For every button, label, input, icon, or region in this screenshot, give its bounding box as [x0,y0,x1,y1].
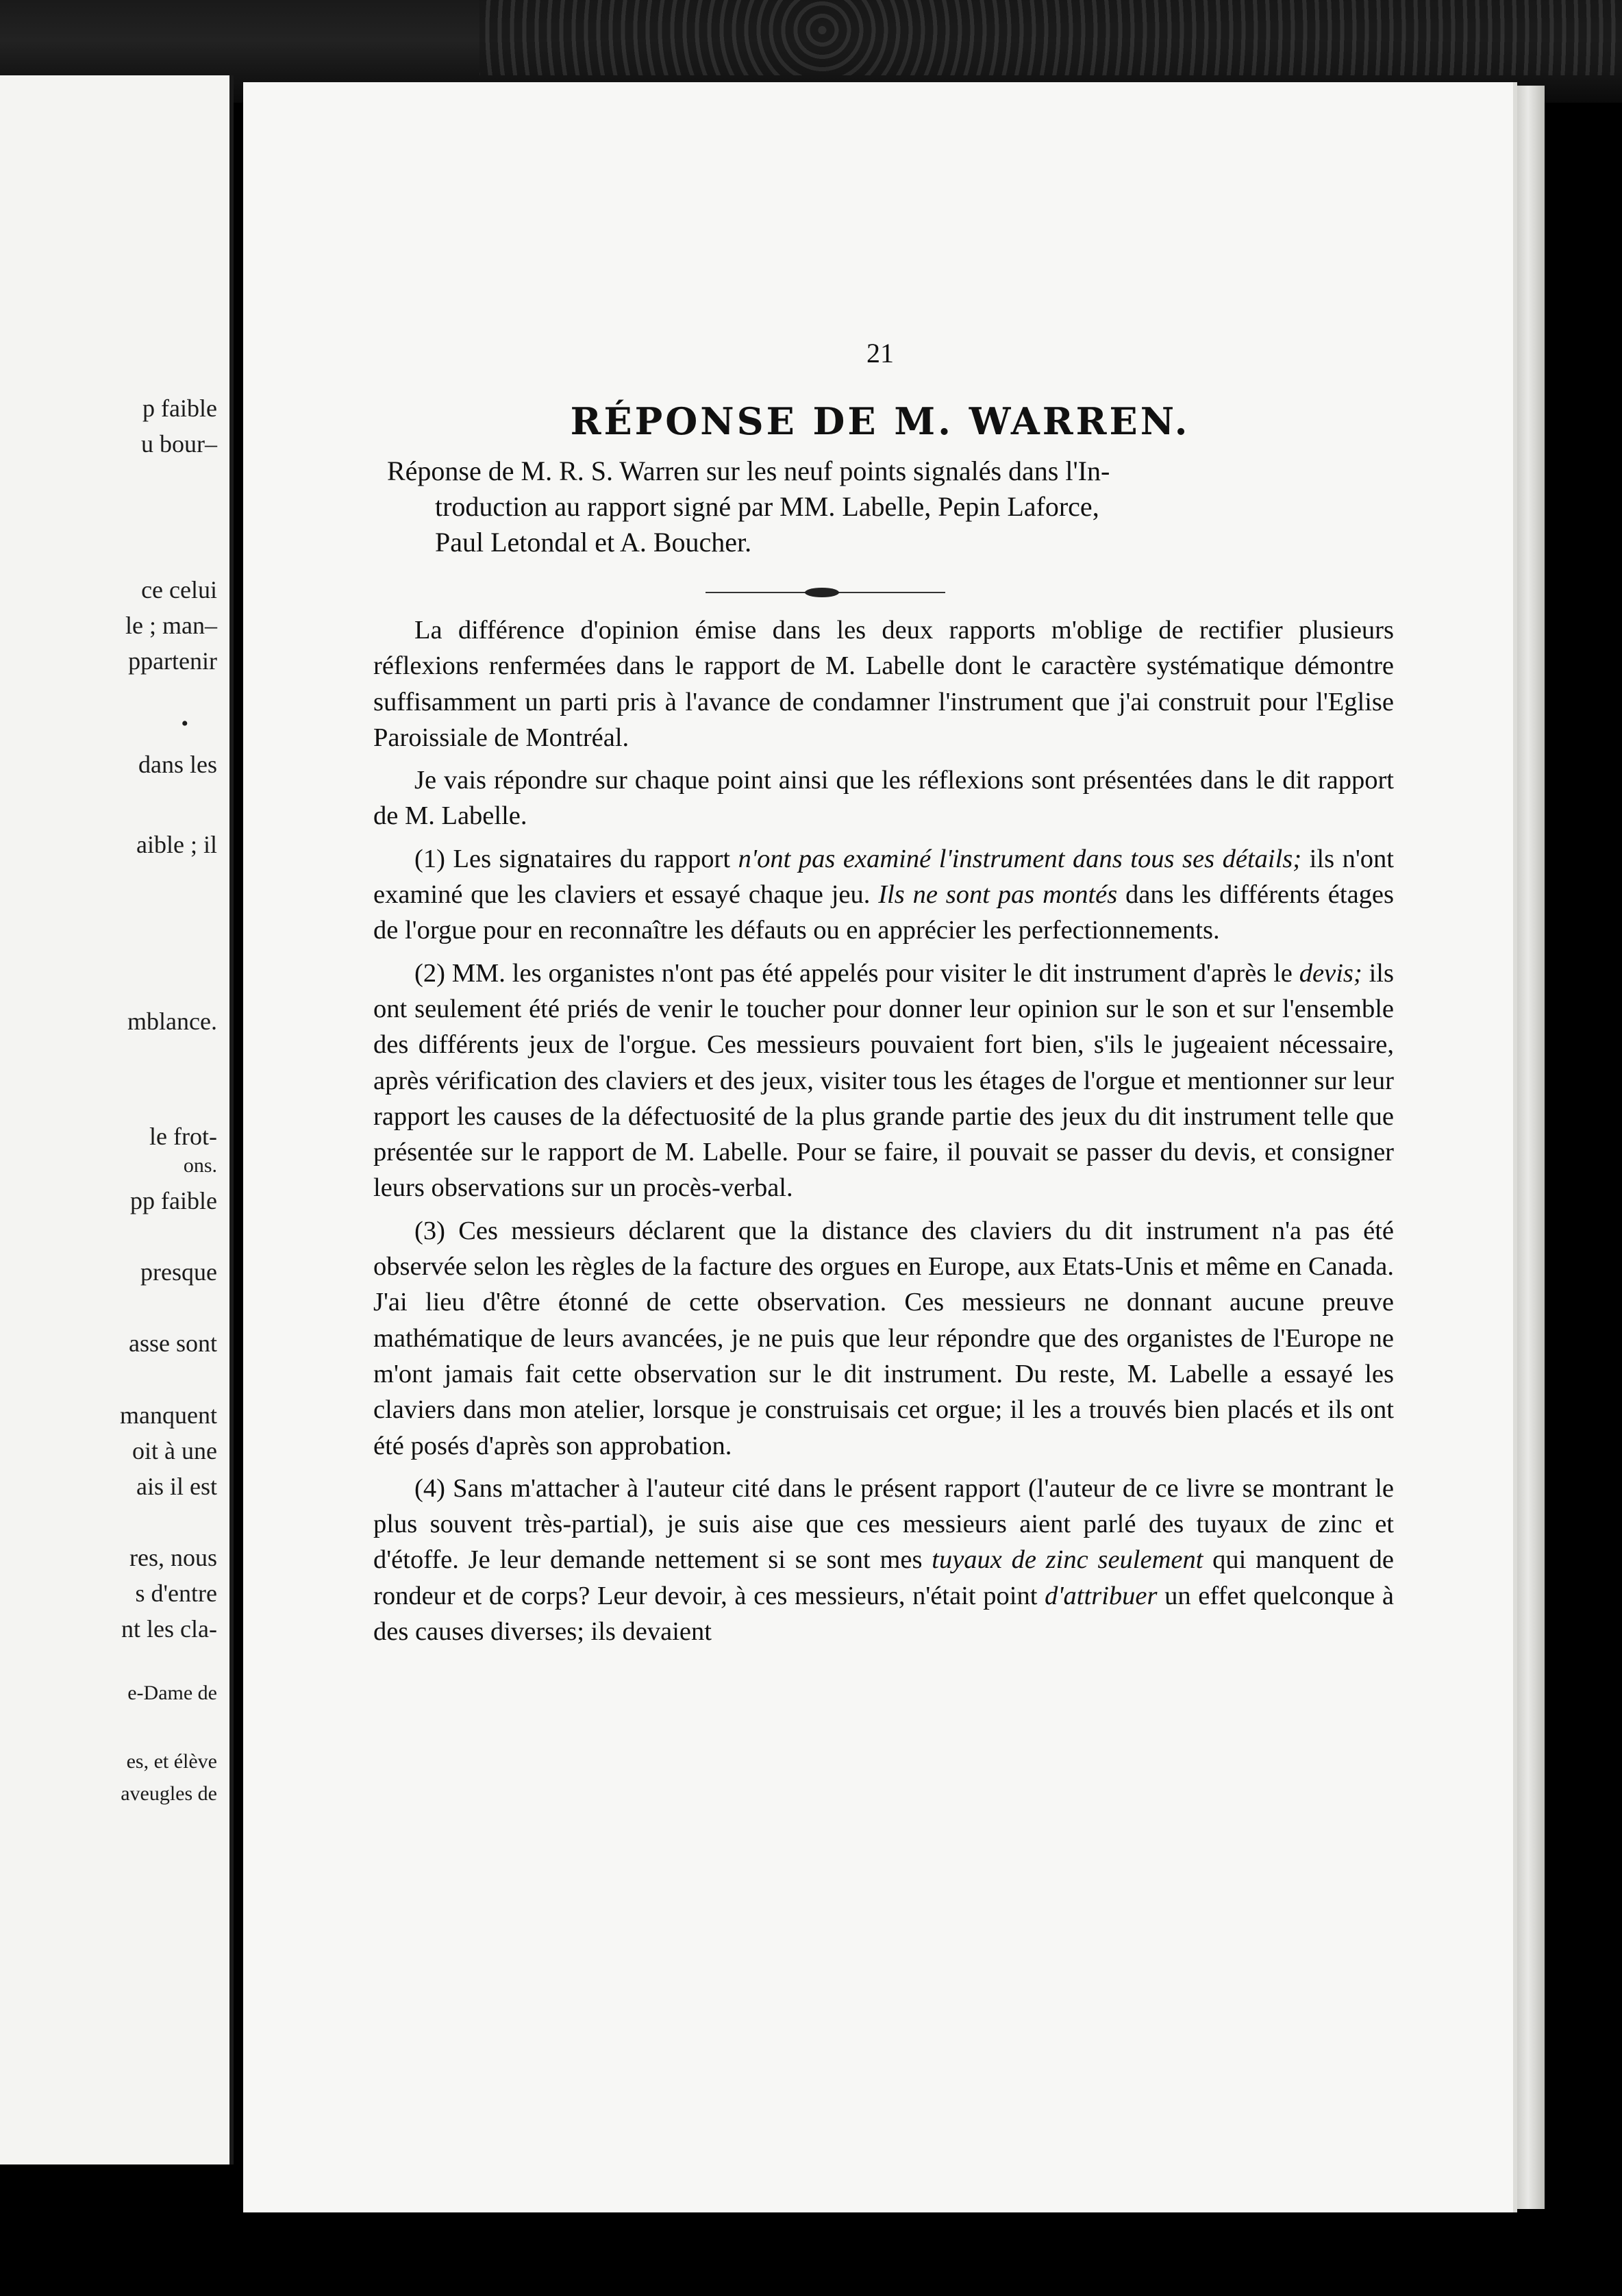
text-run: (1) Les signataires du rapport [414,844,738,873]
text-run: qui manquent de rondeur et de corps? Leur devoir, à ces messieurs, n'était point [373,1545,1395,1610]
left-fragment: pp faible [130,1187,217,1214]
left-fragment: res, nous [129,1544,217,1571]
paragraph-point-2 [373,956,1394,1206]
section-heading: RÉPONSE DE M. WARREN. [570,399,1190,443]
intro-line: Réponse de M. R. S. Warren sur les neuf points signalés dans l'In- [387,456,1110,486]
left-fragment: ais il est [136,1473,217,1500]
left-fragment: presque [140,1258,217,1286]
paragraph-point-3: (3) Ces messieurs déclarent que la distance des claviers du dit instrument n'a pas été observée selon les règles de la facture des orgues en Europe, aux Etats-Unis et même en Canada. J'ai lieu d'être étonné de cette observation. Ces messieurs ne donnant aucune preuve mathématique de leurs avancées, je ne puis que leur répondre que des organistes de l'Europe ne m'ont jamais fait cette observation sur le dit instrument. Du reste, M. Labelle a essayé les claviers dans mon atelier, lorsque je construisais cet orgue; il les a trouvés bien placés et ils ont été posés d'après son approbation. [373,1216,1394,1460]
left-fragment: dans les [138,751,217,778]
left-fragment: ce celui [141,576,217,603]
left-fragment: le ; man– [125,612,217,639]
italic-run: Ils ne sont pas montés [878,880,1118,910]
text-run: (2) MM. les organistes n'ont pas été appelés pour visiter le dit instrument d'après le [414,958,1299,988]
left-fragment: aible ; il [136,831,217,858]
italic-run: d'attribuer [1045,1581,1158,1610]
left-fragment: p faible [142,395,217,422]
left-fragment: oit à une [132,1437,217,1464]
page-number: 21 [866,338,894,369]
left-fragment: u bour– [141,430,217,458]
left-fragment: es, et élève [126,1750,217,1773]
document-page [243,82,1517,2212]
left-fragment: ons. [183,1154,217,1177]
intro-line: Paul Letondal et A. Boucher. [435,527,752,558]
italic-run: n'ont pas examiné l'instrument dans tous ses détails; [738,844,1302,873]
intro-line: troduction au rapport signé par MM. Labelle, Pepin Laforce, [435,491,1099,522]
italic-run: devis; [1299,958,1362,988]
left-fragment: manquent [120,1401,217,1429]
paragraph: La différence d'opinion émise dans les deux rapports m'oblige de rectifier plusieurs réflexions renfermées dans le rapport de M. Labelle dont le caractère systématique démontre suffisamment un parti pris à l'avance de condamner l'instrument que j'ai construit pour l'Eglise Paroissiale de Montréal. [373,616,1394,752]
left-fragment: mblance. [127,1008,217,1035]
text-run: ils ont seulement été priés de venir le toucher pour donner leur opinion sur le son et sur l'ensemble des différents jeux de l'orgue. Ces messieurs pouvaient fort bien, s'ils le jugeaient nécessaire, après vérification des claviers et des jeux, visiter tous les étages de l'orgue et mentionner sur leur rapport les causes de la défectuosité de la plus grande partie des jeux du dit instrument telle que présentée sur le rapport de M. Labelle. Pour se faire, il pouvait se passer du devis, et consigner leurs observations sur un procès-verbal. [373,958,1394,1203]
body-text [373,612,1394,1656]
paragraph-point-1 [373,841,1394,949]
section-intro [387,453,1360,560]
text-run: dans les différents étages de l'orgue pour en reconnaître les défauts ou en apprécier les perfectionnements. [373,880,1394,945]
ornament-icon [805,588,839,597]
paragraph: Je vais répondre sur chaque point ainsi que les réflexions sont présentées dans le dit rapport de M. Labelle. [373,766,1394,831]
left-fragment: • [181,712,188,735]
text-run: un effet quelconque à des causes diverses; ils devaient [373,1581,1394,1647]
paragraph-point-4 [373,1471,1394,1649]
left-fragment: aveugles de [121,1782,217,1805]
left-fragment: ppartenir [128,647,217,675]
page-edge-shadow [1517,86,1545,2209]
left-fragment: s d'entre [135,1580,217,1607]
previous-page-edge [0,75,234,2164]
left-fragment: e-Dame de [127,1682,217,1704]
text-run: (4) Sans m'attacher à l'auteur cité dans le présent rapport (l'auteur de ce livre se montrant le plus souvent très-partial), je suis aise que ces messieurs aient parlé des tuyaux de zinc et d'étoffe. Je leur demande nettement si se sont mes [373,1473,1394,1575]
left-fragment: le frot- [149,1123,217,1150]
left-fragment: nt les cla- [121,1615,217,1643]
scan-background-texture [479,0,1622,75]
left-fragment: asse sont [129,1330,217,1357]
italic-run: tuyaux de zinc seulement [932,1545,1203,1575]
text-run: ils n'ont examiné que les claviers et essayé chaque jeu. [373,844,1395,910]
